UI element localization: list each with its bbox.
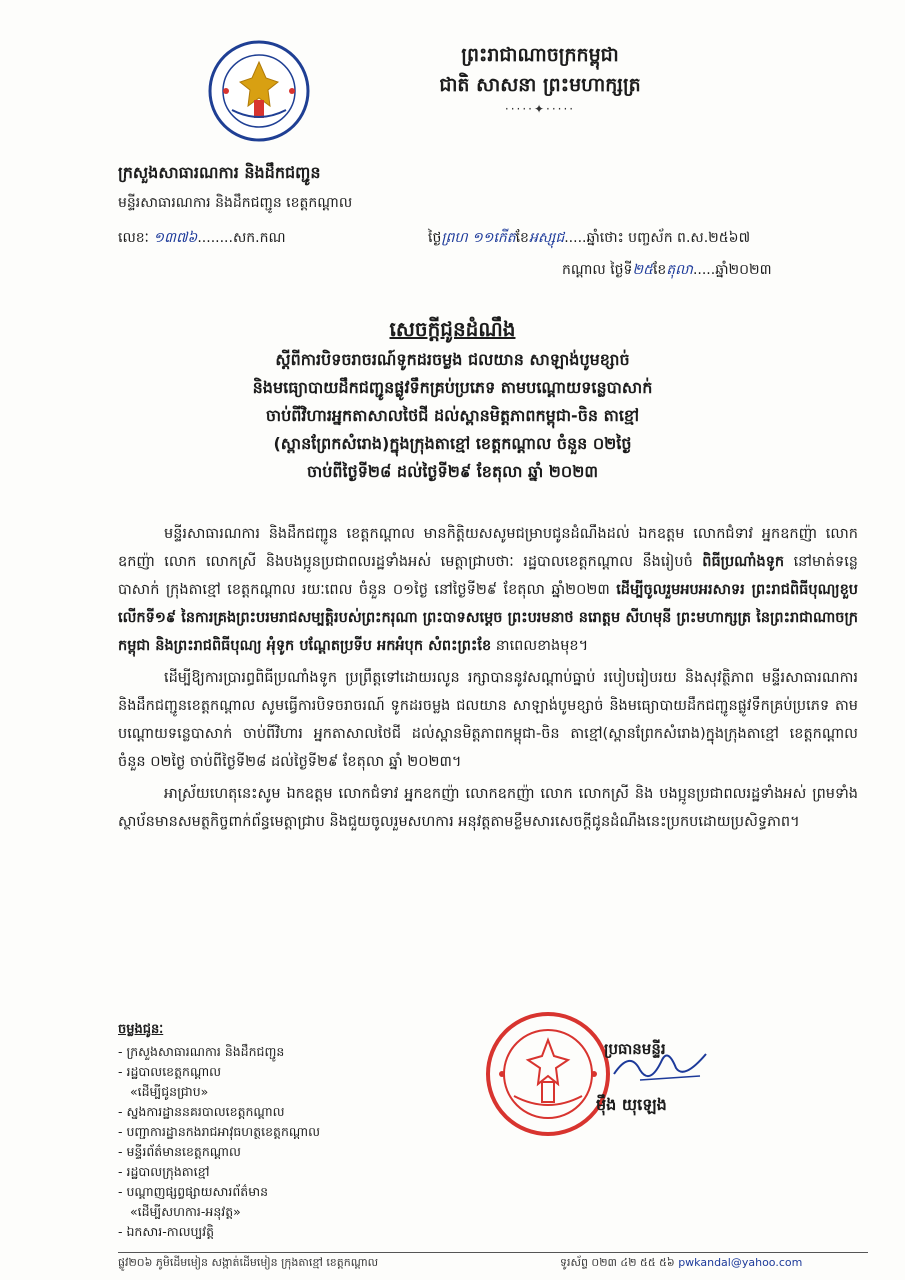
lunar-month-label: ខែ	[515, 230, 529, 246]
solar-month-handwritten: តុលា	[666, 262, 693, 278]
ministry-block	[118, 160, 352, 216]
solar-date-rest: .....ឆ្នាំ២០២៣	[692, 262, 772, 278]
footer-divider	[118, 1252, 868, 1253]
official-seal	[484, 1010, 612, 1138]
p1-event-name: ពិធីប្រណាំងទូក	[702, 554, 785, 570]
paragraph-1	[118, 520, 858, 660]
footer-email[interactable]: pwkandal@yahoo.com	[678, 1256, 803, 1269]
reference-label: លេខៈ	[118, 230, 149, 246]
notice-heading: សេចក្ដីជូនដំណឹង	[389, 317, 516, 341]
p1-text-e: នាពេលខាងមុខ។	[491, 638, 589, 654]
solar-date	[562, 260, 772, 281]
subject-line-5: ចាប់ពីថ្ងៃទី២៨ ដល់ថ្ងៃទី២៩ ខែតុលា ឆ្នាំ ២០២៣	[306, 462, 599, 481]
ministry-name: ក្រសួងសាធារណការ និងដឹកជញ្ជូន	[118, 163, 321, 182]
notice-title	[0, 312, 905, 486]
footer-address: ផ្លូវ២០៦ ភូមិដើមមៀន សង្កាត់ដើមមៀន ក្រុងតាខ្មៅ ខេត្តកណ្ដាល	[118, 1256, 379, 1269]
department-name: មន្ទីរសាធារណការ និងដឹកជញ្ជូន ខេត្តកណ្ដាល	[118, 195, 353, 211]
lunar-day-handwritten: ព្រហ ១១កើត	[441, 230, 516, 246]
lunar-date-rest: .....ឆ្នាំថោះ បញ្ចស័ក ព.ស.២៥៦៧	[564, 230, 751, 246]
list-item: «ដើម្បីជូនជ្រាប»	[130, 1084, 209, 1099]
ornament-divider: ·····✦·····	[504, 102, 576, 116]
reference-suffix: ........សក.កណ	[197, 230, 286, 246]
list-item: «ដើម្បីសហការ-អនុវត្ត»	[130, 1204, 241, 1219]
subject-line-2: និងមធ្យោបាយដឹកជញ្ជូនផ្លូវទឹកគ្រប់ប្រភេទ តាមបណ្ដោយទន្លេបាសាក់	[252, 378, 653, 397]
footer-contact	[560, 1256, 802, 1272]
footer-phone: ទូរស័ព្ទ ០២៣ ៤២ ៥៥ ៥៦	[560, 1256, 675, 1269]
lunar-month-handwritten: អស្សុជ	[528, 230, 565, 246]
list-item: - បណ្ដាញផ្សព្វផ្សាយសារព័ត៌មាន	[118, 1184, 269, 1199]
kingdom-name: ព្រះរាជាណាចក្រកម្ពុជា	[461, 44, 619, 66]
lunar-date-prefix: ថ្ងៃ	[428, 230, 442, 246]
list-item: - មន្ទីរព័ត៌មានខេត្តកណ្ដាល	[118, 1144, 241, 1159]
list-item: - ស្នងការដ្ឋាននគរបាលខេត្តកណ្ដាល	[118, 1104, 285, 1119]
reference-value: ១៣៧៦	[153, 230, 198, 246]
p1-purpose: ដើម្បីចូលរួមអបអរសាទរ ព្រះរាជពិធីបុណ្យខួប លើកទី១៩ នៃការគ្រងព្រះបរមរាជសម្បត្តិរបស់ព្រះករុណា ព្រះបាទសម្ដេច ព្រះបរមនាថ នរោត្តម សីហមុនី ព្រះមហាក្សត្រ នៃព្រះរាជាណាចក្រកម្ពុជា និងព្រះរាជពិធីបុណ្យ អុំទូក បណ្ដែតប្រទីប អកអំបុក សំពះព្រះខែ	[118, 582, 858, 654]
p1-text-a: មន្ទីរសាធារណការ និងដឹកជញ្ជូន ខេត្តកណ្ដាល មានកិត្តិយសសូមជម្រាបជូនដំណឹងដល់ ឯកឧត្តម លោកជំទាវ អ្នកឧកញ៉ា លោកឧកញ៉ា លោក លោកស្រី និងបងប្អូនប្រជាពលរដ្ឋទាំងអស់ មេត្តាជ្រាបថាៈ រដ្ឋបាលខេត្តកណ្ដាល នឹងរៀបចំ	[118, 526, 858, 570]
solar-day-handwritten: ២៥	[632, 262, 653, 278]
copy-to-heading: ចម្លងជូនៈ	[118, 1022, 164, 1037]
list-item: - បញ្ជាការដ្ឋានកងរាជអាវុធហត្ថខេត្តកណ្ដាល	[118, 1124, 321, 1139]
reference-number	[118, 228, 286, 249]
p1-text-c: នៅមាត់ទន្លេបាសាក់ ក្រុងតាខ្មៅ ខេត្តកណ្ដាល រយៈពេល ចំនួន ០១ថ្ងៃ នៅថ្ងៃទី២៩ ខែតុលា ឆ្នាំ២០២៣	[118, 554, 858, 598]
paragraph-2: ដើម្បីឱ្យការប្រារព្ធពិធីប្រណាំងទូក ប្រព្រឹត្តទៅដោយរលូន រក្សាបាននូវសណ្ដាប់ធ្នាប់ របៀបរៀបរយ និងសុវត្ថិភាព មន្ទីរសាធារណការ និងដឹកជញ្ជូនខេត្តកណ្ដាល សូមធ្វើការបិទចរាចរណ៍ ទូកដរចម្លង ជលយាន សាឡាង់បូមខ្សាច់ និងមធ្យោបាយដឹកជញ្ជូនផ្លូវទឹកគ្រប់ប្រភេទ តាមបណ្ដោយទន្លេបាសាក់ ចាប់ពីវិហារ អ្នកតាសាលថៃជី ដល់ស្ពានមិត្តភាពកម្ពុជា-ចិន តាខ្មៅ(ស្ពានព្រែកសំរោង)ក្នុងក្រុងតាខ្មៅ ខេត្តកណ្ដាល ចំនួន ០២ថ្ងៃ ចាប់ពីថ្ងៃទី២៨ ដល់ថ្ងៃទី២៩ ខែតុលា ឆ្នាំ ២០២៣។	[118, 670, 858, 770]
lunar-date	[428, 228, 750, 249]
signatory-title: ប្រធានមន្ទីរ	[604, 1040, 666, 1058]
signatory-name: ម៉ឹង យុឡេង	[596, 1095, 667, 1114]
list-item: - រដ្ឋបាលខេត្តកណ្ដាល	[118, 1064, 222, 1079]
copy-to-list	[118, 1020, 320, 1242]
subject-line-4: (ស្ពានព្រែកសំរោង)ក្នុងក្រុងតាខ្មៅ ខេត្តកណ្ដាល ចំនួន ០២ថ្ងៃ	[273, 434, 632, 453]
national-motto: ជាតិ សាសនា ព្រះមហាក្សត្រ	[439, 74, 641, 96]
list-item: - ឯកសារ-កាលប្បវត្តិ	[118, 1224, 215, 1239]
subject-line-3: ចាប់ពីវិហារអ្នកតាសាលថៃជី ដល់ស្ពានមិត្តភាពកម្ពុជា-ចិន តាខ្មៅ	[265, 406, 640, 425]
list-item: - ក្រសួងសាធារណការ និងដឹកជញ្ជូន	[118, 1044, 285, 1059]
ministry-logo	[208, 40, 310, 142]
paragraph-3: អាស្រ័យហេតុនេះសូម ឯកឧត្តម លោកជំទាវ អ្នកឧកញ៉ា លោកឧកញ៉ា លោក លោកស្រី និង បងប្អូនប្រជាពលរដ្ឋទាំងអស់ ព្រមទាំងស្ថាប័នមានសមត្ថកិច្ចពាក់ព័ន្ធមេត្តាជ្រាប និងជួយចូលរួមសហការ អនុវត្តតាមខ្លឹមសារសេចក្ដីជូនដំណឹងនេះប្រកបដោយប្រសិទ្ធភាព។	[118, 786, 858, 830]
kingdom-header	[400, 40, 680, 116]
notice-body	[118, 520, 858, 840]
solar-date-prefix: កណ្ដាល ថ្ងៃទី	[562, 262, 633, 278]
list-item: - រដ្ឋបាលក្រុងតាខ្មៅ	[118, 1164, 210, 1179]
solar-month-label: ខែ	[652, 262, 667, 278]
subject-line-1: ស្ដីពីការបិទចរាចរណ៍ទូកដរចម្លង ជលយាន សាឡាង់បូមខ្សាច់	[275, 350, 630, 369]
